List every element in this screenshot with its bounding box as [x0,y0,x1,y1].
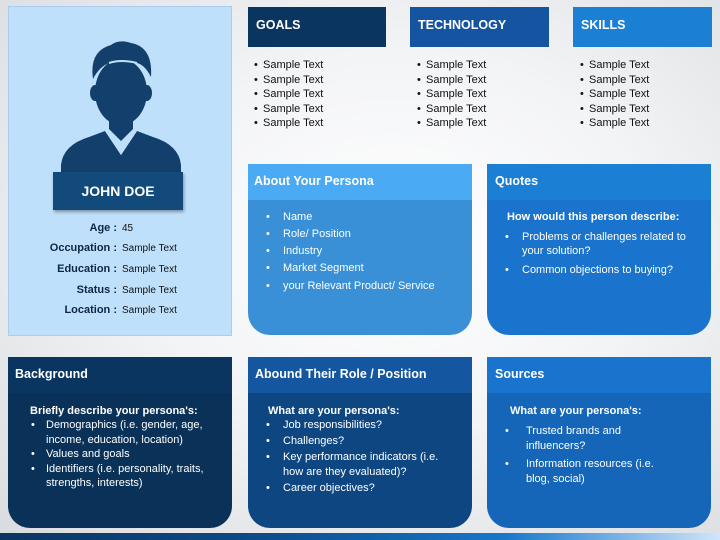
field-label: Education : [57,263,117,275]
field-label: Location : [64,304,117,316]
bottom-accent-bar [0,533,720,540]
sources-title: Sources [487,357,711,393]
field-value: Sample Text [122,243,177,254]
list-item: • Sample Text [248,87,388,102]
field-row-status [9,284,233,300]
background-list [8,418,232,491]
field-label: Age : [89,222,117,234]
field-value: 45 [122,223,134,234]
sources-list [487,424,711,486]
list-item: • Market Segment [248,262,472,274]
list-item: • Sample Text [574,116,714,131]
role-card [248,357,472,528]
list-item: • Information resources (i.e. blog, social) [487,457,671,486]
list-item: • Sample Text [574,102,714,117]
list-item: • Problems or challenges related to your solution? [487,230,711,258]
background-card [8,357,232,528]
field-label: Status : [76,284,117,296]
technology-header: TECHNOLOGY [410,7,549,47]
list-item: • Demographics (i.e. gender, age, income, education, location) [8,418,218,447]
list-item: • Values and goals [8,447,218,462]
list-item: • Sample Text [248,102,388,117]
list-item: • Identifiers (i.e. personality, traits, strengths, interests) [8,462,218,491]
field-row-occupation [9,242,233,258]
list-item: • Common objections to buying? [487,263,711,277]
skills-list [574,58,714,131]
field-value: Sample Text [122,264,177,275]
list-item: • your Relevant Product/ Service [248,280,472,292]
list-item: • Sample Text [248,116,388,131]
list-item: • Sample Text [411,116,551,131]
role-list [248,418,472,495]
list-item: • Job responsibilities? [248,418,442,433]
background-title: Background [8,357,232,393]
quotes-question: How would this person describe: [507,211,680,223]
list-item: • Sample Text [248,58,388,73]
field-label: Occupation : [49,242,117,254]
list-item: • Challenges? [248,434,442,449]
list-item: • Sample Text [411,102,551,117]
list-item: • Sample Text [411,58,551,73]
about-persona-list [248,211,472,292]
persona-card [8,6,232,336]
technology-list [411,58,551,131]
field-row-education [9,263,233,279]
field-value: Sample Text [122,285,177,296]
role-question: What are your persona's: [268,405,400,417]
list-item: • Sample Text [411,87,551,102]
person-avatar-icon [59,37,183,185]
role-title: Abound Their Role / Position [248,357,472,393]
list-item: • Sample Text [574,58,714,73]
list-item: • Key performance indicators (i.e. how are they evaluated)? [248,450,442,479]
field-row-age [9,222,233,238]
list-item: • Sample Text [411,73,551,88]
quotes-list [487,230,711,277]
sources-question: What are your persona's: [510,405,642,417]
about-persona-title: About Your Persona [248,164,472,200]
list-item: • Sample Text [574,87,714,102]
about-persona-card [248,164,472,335]
list-item: • Name [248,211,472,223]
field-value: Sample Text [122,305,177,316]
goals-list [248,58,388,131]
list-item: • Industry [248,245,472,257]
list-item: • Sample Text [574,73,714,88]
list-item: • Role/ Position [248,228,472,240]
background-question: Briefly describe your persona's: [30,405,198,417]
list-item: • Trusted brands and influencers? [487,424,671,453]
list-item: • Sample Text [248,73,388,88]
quotes-title: Quotes [487,164,711,200]
field-row-location [9,304,233,320]
persona-name: JOHN DOE [53,172,183,210]
sources-card [487,357,711,528]
goals-header: GOALS [248,7,386,47]
list-item: • Career objectives? [248,481,442,496]
skills-header: SKILLS [573,7,712,47]
quotes-card [487,164,711,335]
